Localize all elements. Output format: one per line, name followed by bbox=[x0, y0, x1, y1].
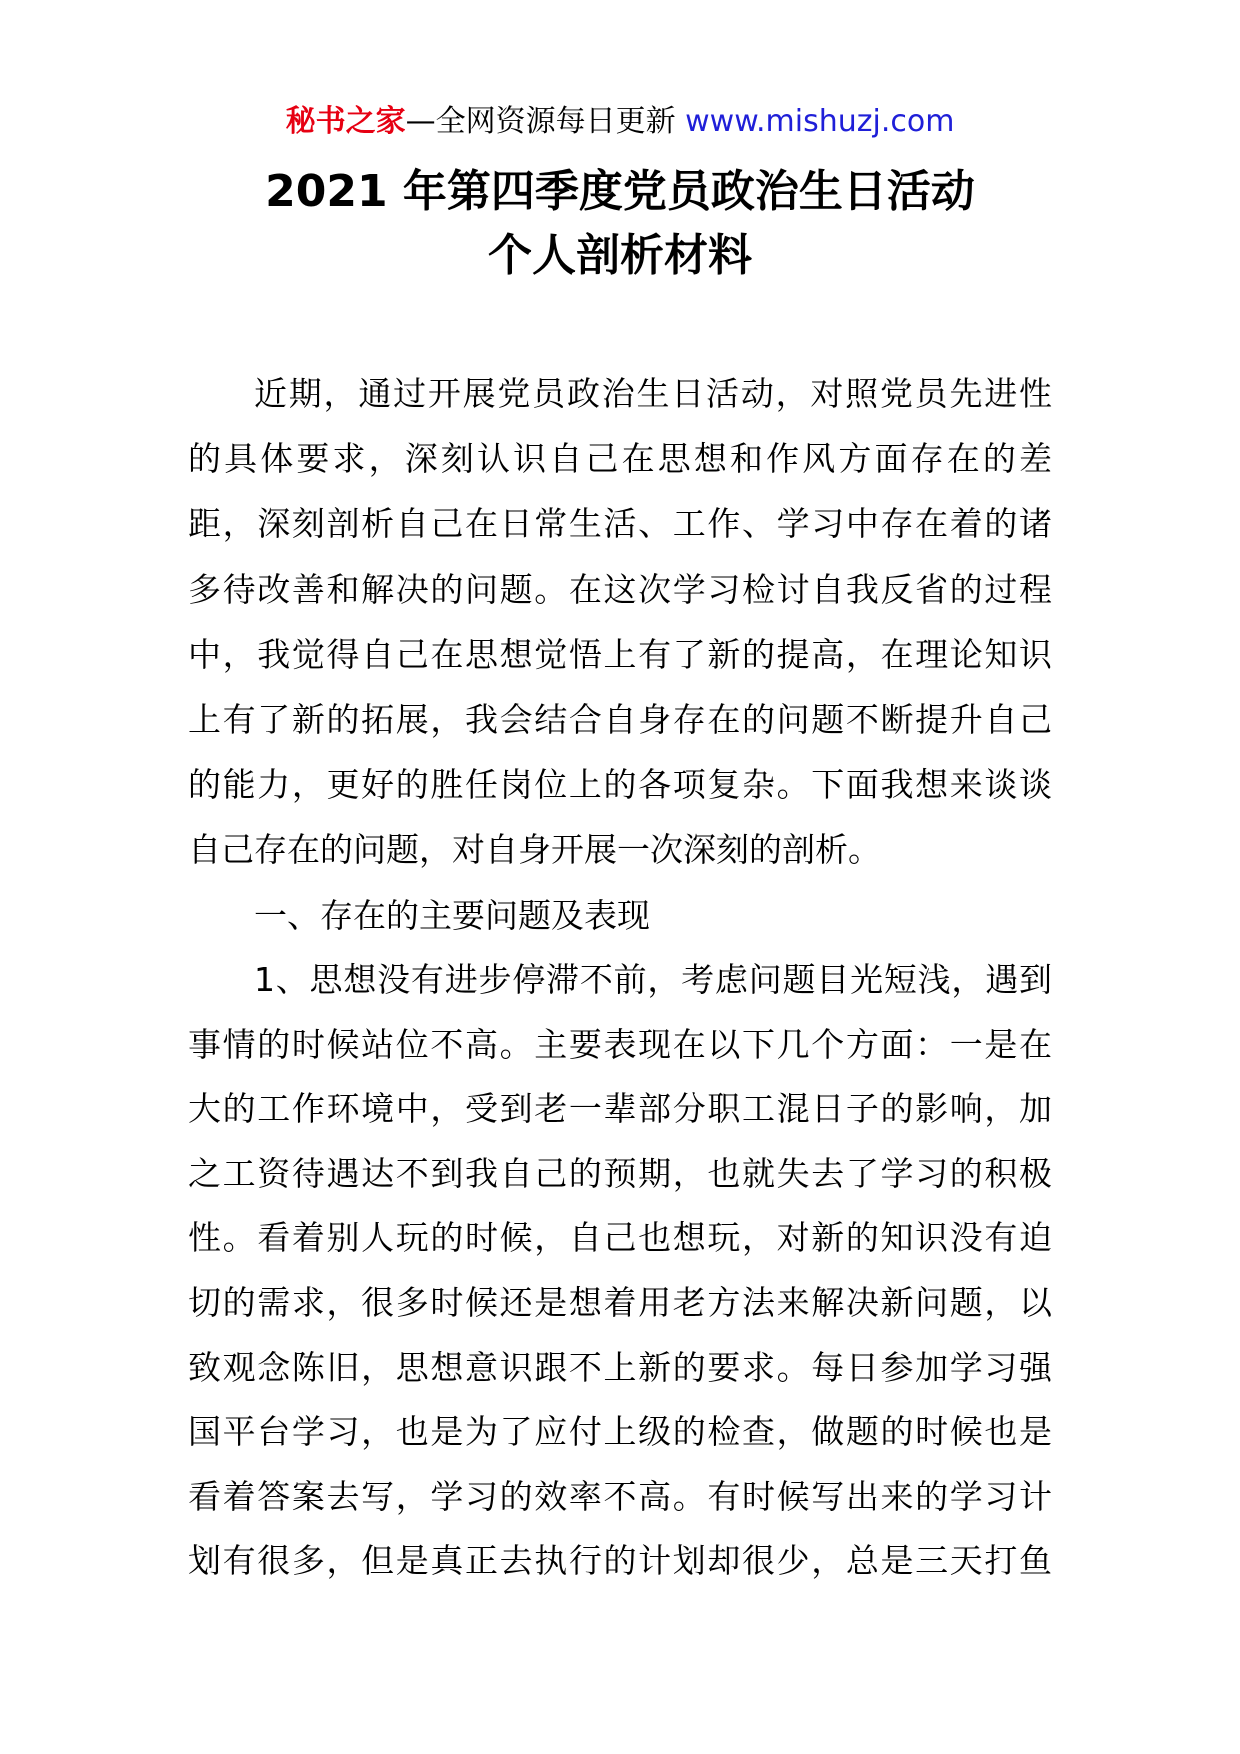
site-url-link[interactable]: www.mishuzj.com bbox=[685, 104, 955, 139]
text-line: 之工资待遇达不到我自己的预期，也就失去了学习的积极 bbox=[188, 1153, 1052, 1193]
brand-name: 秘书之家 bbox=[285, 104, 406, 139]
section-heading bbox=[188, 883, 1052, 948]
text-line: 1、思想没有进步停滞不前，考虑问题目光短浅，遇到 bbox=[254, 960, 1052, 999]
text-line: 大的工作环境中，受到老一辈部分职工混日子的影响，加 bbox=[188, 1089, 1052, 1129]
text-line: 性。看着别人玩的时候，自己也想玩，对新的知识没有迫 bbox=[188, 1218, 1052, 1258]
text-line: 多待改善和解决的问题。在这次学习检讨自我反省的过程 bbox=[188, 569, 1052, 609]
text-line: 的具体要求，深刻认识自己在思想和作风方面存在的差 bbox=[188, 439, 1052, 479]
text-line: 切的需求，很多时候还是想着用老方法来解决新问题，以 bbox=[188, 1282, 1052, 1322]
text-line: 的能力，更好的胜任岗位上的各项复杂。下面我想来谈谈 bbox=[188, 765, 1052, 805]
text-line: 划有很多，但是真正去执行的计划却很少，总是三天打鱼 bbox=[188, 1541, 1052, 1581]
text-line: 中，我觉得自己在思想觉悟上有了新的提高，在理论知识 bbox=[188, 634, 1052, 674]
site-header bbox=[0, 100, 1240, 144]
slogan-text: —全网资源每日更新 bbox=[405, 104, 676, 139]
text-line: 看着答案去写，学习的效率不高。有时候写出来的学习计 bbox=[188, 1476, 1052, 1516]
text-line: 致观念陈旧，思想意识跟不上新的要求。每日参加学习强 bbox=[188, 1347, 1052, 1387]
document-title-line-1: 2021 年第四季度党员政治生日活动 bbox=[265, 166, 975, 217]
text-line: 距，深刻剖析自己在日常生活、工作、学习中存在着的诸 bbox=[188, 504, 1052, 544]
document-title-line-2: 个人剖析材料 bbox=[488, 230, 752, 281]
text-line: 上有了新的拓展，我会结合自身存在的问题不断提升自己 bbox=[188, 700, 1052, 740]
paragraph-problem-1 bbox=[188, 948, 1052, 1594]
text-line: 事情的时候站位不高。主要表现在以下几个方面：一是在 bbox=[188, 1024, 1052, 1064]
text-line: 自己存在的问题，对自身开展一次深刻的剖析。 bbox=[188, 830, 881, 870]
text-line: 近期，通过开展党员政治生日活动，对照党员先进性 bbox=[254, 374, 1052, 413]
section-heading-text: 一、存在的主要问题及表现 bbox=[254, 896, 650, 935]
paragraph-intro bbox=[188, 361, 1052, 883]
text-line: 国平台学习，也是为了应付上级的检查，做题的时候也是 bbox=[188, 1412, 1052, 1452]
